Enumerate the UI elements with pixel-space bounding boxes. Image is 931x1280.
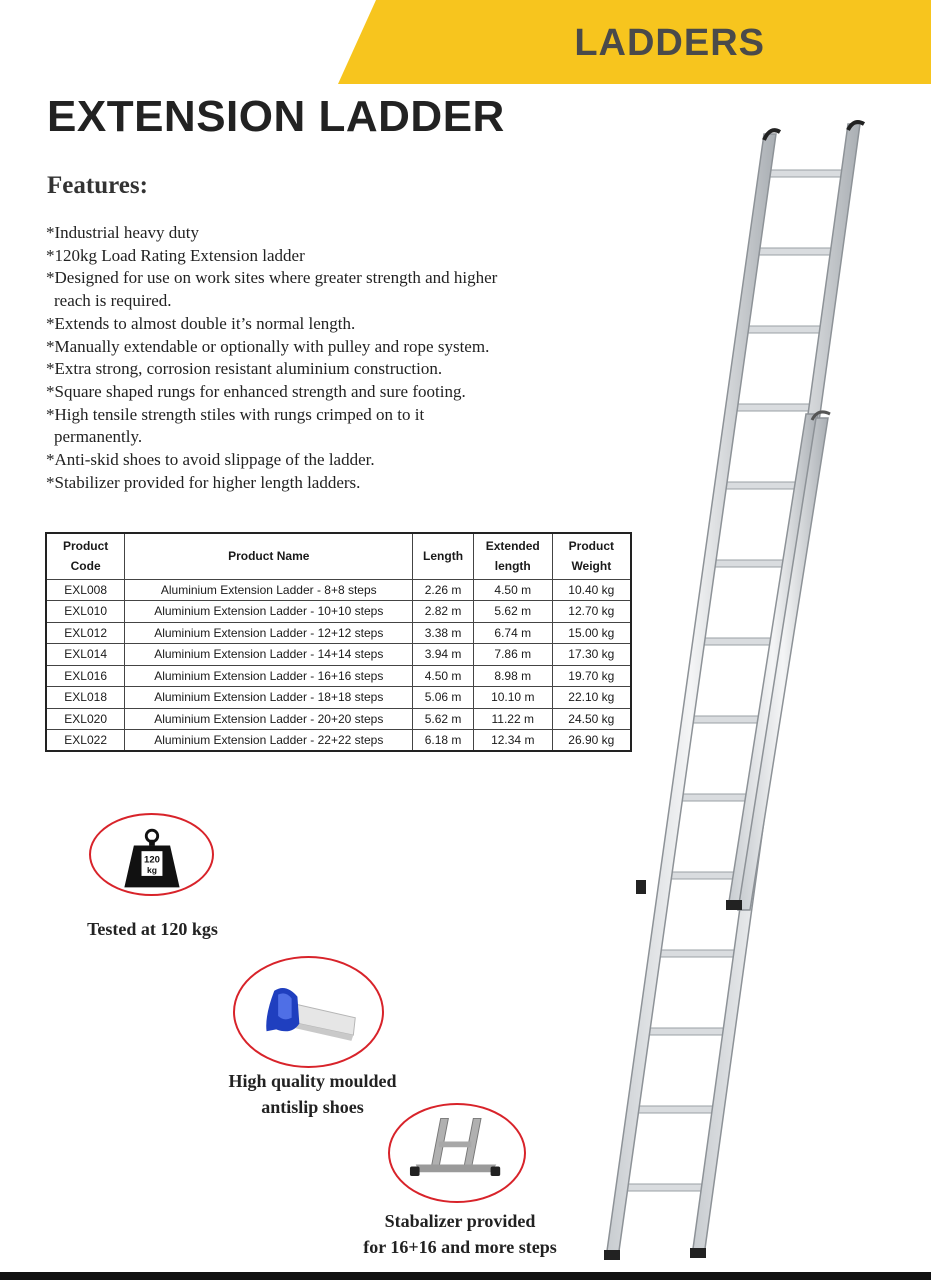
- col-product-name: Product Name: [125, 533, 413, 579]
- cell-code: EXL016: [46, 665, 125, 687]
- cell-weight: 10.40 kg: [552, 579, 631, 601]
- cell-code: EXL010: [46, 601, 125, 623]
- feature-item: *Industrial heavy duty: [46, 223, 199, 242]
- table-row: [46, 730, 631, 752]
- shoes-caption: High quality moulded antislip shoes: [228, 1071, 397, 1117]
- cell-length: 3.38 m: [413, 622, 474, 644]
- svg-text:120: 120: [144, 854, 160, 866]
- feature-item: *Square shaped rungs for enhanced strength and sure footing.: [46, 381, 466, 401]
- extension-ladder-image: [588, 118, 878, 1268]
- tested-caption: Tested at 120 kgs: [87, 919, 218, 939]
- table-row: [46, 601, 631, 623]
- table-row: [46, 622, 631, 644]
- cell-name: Aluminium Extension Ladder - 10+10 steps: [125, 601, 413, 623]
- cell-extended: 10.10 m: [473, 687, 552, 709]
- features-list: [46, 222, 566, 494]
- table-row: [46, 665, 631, 687]
- cell-extended: 7.86 m: [473, 644, 552, 666]
- feature-item: *High tensile strength stiles with rungs crimped on to it permanently.: [46, 404, 425, 447]
- cell-name: Aluminium Extension Ladder - 20+20 steps: [125, 708, 413, 730]
- cell-length: 2.26 m: [413, 579, 474, 601]
- cell-weight: 24.50 kg: [552, 708, 631, 730]
- shoe-icon: [235, 958, 382, 1066]
- ladder-rung: [765, 170, 848, 177]
- ladder-rung: [644, 1028, 729, 1035]
- feature-item: *Anti-skid shoes to avoid slippage of the ladder.: [46, 450, 375, 470]
- features-heading: Features:: [47, 172, 148, 199]
- cell-code: EXL020: [46, 708, 125, 730]
- cell-code: EXL014: [46, 644, 125, 666]
- table-header-row: [46, 533, 631, 579]
- table-row: [46, 644, 631, 666]
- cell-extended: 12.34 m: [473, 730, 552, 752]
- load-test-badge: [89, 813, 214, 896]
- feature-item: *Stabilizer provided for higher length ladders.: [46, 472, 361, 492]
- table-row: [46, 579, 631, 601]
- cell-length: 3.94 m: [413, 644, 474, 666]
- col-product-code: Product Code: [46, 533, 125, 579]
- bottom-bar: [0, 1272, 931, 1280]
- ladder-rung: [633, 1106, 718, 1113]
- ladder-rung: [732, 404, 815, 411]
- cell-length: 2.82 m: [413, 601, 474, 623]
- cell-name: Aluminium Extension Ladder - 12+12 steps: [125, 622, 413, 644]
- stabilizer-caption: Stabalizer provided for 16+16 and more steps: [363, 1211, 557, 1257]
- table-row: [46, 687, 631, 709]
- col-length: Length: [413, 533, 474, 579]
- cell-extended: 8.98 m: [473, 665, 552, 687]
- stabilizer-icon: [390, 1105, 524, 1201]
- cell-weight: 22.10 kg: [552, 687, 631, 709]
- cell-extended: 5.62 m: [473, 601, 552, 623]
- cell-code: EXL018: [46, 687, 125, 709]
- ladder-rung: [622, 1184, 708, 1191]
- cell-weight: 17.30 kg: [552, 644, 631, 666]
- ladder-rung: [743, 326, 826, 333]
- cell-name: Aluminium Extension Ladder - 14+14 steps: [125, 644, 413, 666]
- feature-item: *Designed for use on work sites where greater strength and higher reach is required.: [46, 268, 498, 311]
- cell-code: EXL022: [46, 730, 125, 752]
- cell-name: Aluminium Extension Ladder - 8+8 steps: [125, 579, 413, 601]
- cell-weight: 19.70 kg: [552, 665, 631, 687]
- cell-weight: 26.90 kg: [552, 730, 631, 752]
- cell-weight: 15.00 kg: [552, 622, 631, 644]
- svg-text:kg: kg: [146, 865, 157, 876]
- category-title: LADDERS: [574, 22, 765, 64]
- feature-item: *Extra strong, corrosion resistant aluminium construction.: [46, 359, 443, 379]
- cell-code: EXL012: [46, 622, 125, 644]
- ladder-rung: [721, 482, 805, 489]
- cell-weight: 12.70 kg: [552, 601, 631, 623]
- cell-extended: 6.74 m: [473, 622, 552, 644]
- cell-length: 5.06 m: [413, 687, 474, 709]
- col-extended-length: Extended length: [473, 533, 552, 579]
- cell-code: EXL008: [46, 579, 125, 601]
- cell-name: Aluminium Extension Ladder - 18+18 steps: [125, 687, 413, 709]
- product-table: [45, 532, 632, 752]
- feature-item: *Extends to almost double it’s normal length.: [46, 313, 356, 333]
- stabilizer-badge: [388, 1103, 526, 1203]
- feature-item: *Manually extendable or optionally with pulley and rope system.: [46, 336, 490, 356]
- cell-extended: 11.22 m: [473, 708, 552, 730]
- cell-name: Aluminium Extension Ladder - 16+16 steps: [125, 665, 413, 687]
- antislip-shoe-badge: [233, 956, 384, 1068]
- weight-icon: [91, 815, 212, 894]
- ladder-rung: [655, 950, 740, 957]
- cell-length: 5.62 m: [413, 708, 474, 730]
- col-product-weight: Product Weight: [552, 533, 631, 579]
- cell-name: Aluminium Extension Ladder - 22+22 steps: [125, 730, 413, 752]
- cell-length: 6.18 m: [413, 730, 474, 752]
- cell-length: 4.50 m: [413, 665, 474, 687]
- table-row: [46, 708, 631, 730]
- feature-item: *120kg Load Rating Extension ladder: [46, 245, 305, 265]
- ladder-rung: [754, 248, 837, 255]
- page-title: EXTENSION LADDER: [47, 92, 505, 141]
- cell-extended: 4.50 m: [473, 579, 552, 601]
